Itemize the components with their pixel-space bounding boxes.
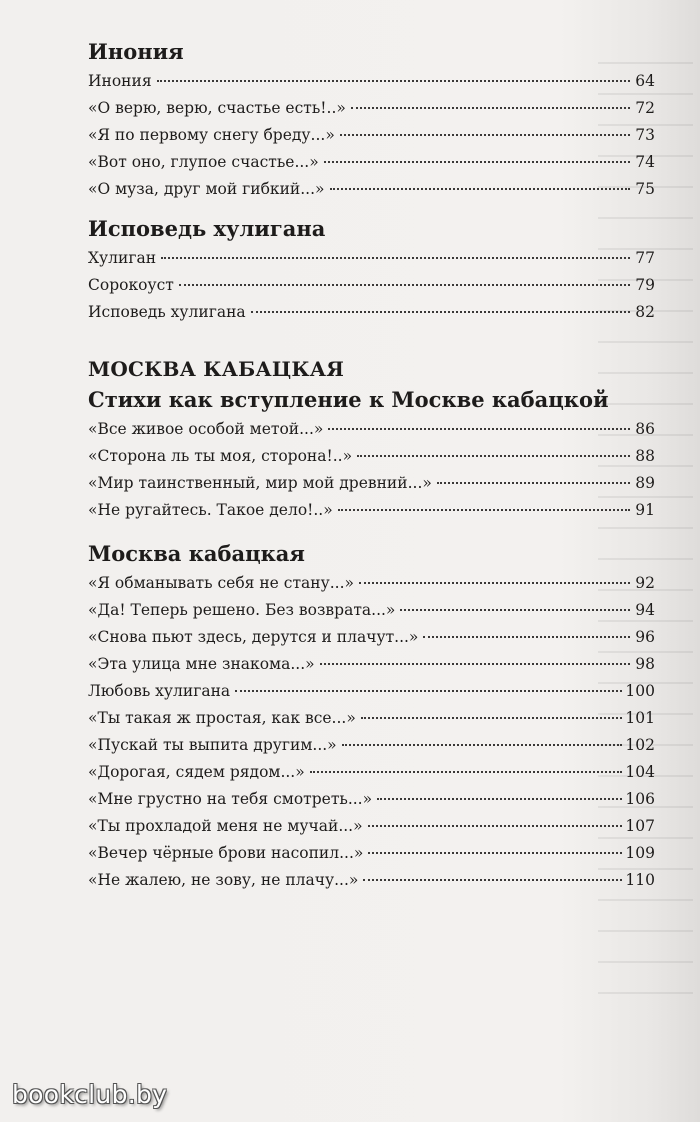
- section-title: Инония: [88, 39, 184, 64]
- section-title: Москва кабацкая: [88, 541, 305, 566]
- entry-title: «Не жалею, не зову, не плачу...»: [88, 871, 359, 889]
- toc-entry: [88, 867, 655, 894]
- entry-title: «Вот оно, глупое счастье...»: [88, 153, 319, 171]
- entry-page: 89: [635, 474, 655, 492]
- table-of-contents: [88, 36, 655, 894]
- section-entries: [88, 416, 655, 524]
- dot-leader: [340, 134, 630, 136]
- dot-leader: [330, 188, 630, 190]
- dot-leader: [361, 717, 623, 719]
- section-entries: [88, 245, 655, 326]
- toc-entry: [88, 299, 655, 326]
- entry-title: «Не ругайтесь. Такое дело!..»: [88, 501, 333, 519]
- toc-entry: [88, 470, 655, 497]
- entry-page: 96: [635, 628, 655, 646]
- entry-title: «Мир таинственный, мир мой древний...»: [88, 474, 432, 492]
- entry-title: Исповедь хулигана: [88, 303, 246, 321]
- entry-page: 109: [625, 844, 655, 862]
- dot-leader: [157, 80, 630, 82]
- dot-leader: [328, 428, 630, 430]
- entry-title: «Пускай ты выпита другим...»: [88, 736, 337, 754]
- entry-page: 79: [635, 276, 655, 294]
- entry-title: Сорокоуст: [88, 276, 174, 294]
- entry-title: «Все живое особой метой...»: [88, 420, 324, 438]
- dot-leader: [437, 482, 630, 484]
- section-title: Исповедь хулигана: [88, 216, 326, 241]
- toc-entry: [88, 570, 655, 597]
- entry-page: 107: [625, 817, 655, 835]
- toc-entry: [88, 732, 655, 759]
- dot-leader: [342, 744, 623, 746]
- toc-entry: [88, 813, 655, 840]
- entry-title: «Снова пьют здесь, дерутся и плачут...»: [88, 628, 419, 646]
- dot-leader: [363, 879, 622, 881]
- dot-leader: [357, 455, 630, 457]
- entry-title: «Вечер чёрные брови насопил...»: [88, 844, 364, 862]
- entry-title: «Ты такая ж простая, как все...»: [88, 709, 356, 727]
- entry-page: 110: [625, 871, 655, 889]
- entry-title: Инония: [88, 72, 152, 90]
- dot-leader: [423, 636, 630, 638]
- dot-leader: [359, 582, 630, 584]
- entry-page: 91: [635, 501, 655, 519]
- toc-entry: [88, 95, 655, 122]
- dot-leader: [251, 311, 630, 313]
- toc-entry: [88, 651, 655, 678]
- entry-title: Любовь хулигана: [88, 682, 231, 700]
- entry-page: 101: [625, 709, 655, 727]
- entry-title: «Да! Теперь решено. Без возврата...»: [88, 601, 396, 619]
- toc-entry: [88, 786, 655, 813]
- dot-leader: [368, 825, 623, 827]
- part-title: МОСКВА КАБАЦКАЯ: [88, 357, 345, 381]
- entry-title: «О муза, друг мой гибкий...»: [88, 180, 325, 198]
- section-title: Стихи как вступление к Москве кабацкой: [88, 387, 609, 412]
- dot-leader: [324, 161, 630, 163]
- entry-page: 64: [635, 72, 655, 90]
- toc-entry: [88, 272, 655, 299]
- entry-page: 102: [625, 736, 655, 754]
- entry-page: 100: [625, 682, 655, 700]
- entry-page: 86: [635, 420, 655, 438]
- toc-entry: [88, 759, 655, 786]
- section-entries: [88, 570, 655, 894]
- toc-entry: [88, 122, 655, 149]
- entry-page: 88: [635, 447, 655, 465]
- toc-entry: [88, 176, 655, 203]
- entry-title: «Сторона ль ты моя, сторона!..»: [88, 447, 353, 465]
- entry-title: «Эта улица мне знакома...»: [88, 655, 315, 673]
- entry-page: 77: [635, 249, 655, 267]
- toc-entry: [88, 705, 655, 732]
- entry-title: «Мне грустно на тебя смотреть...»: [88, 790, 373, 808]
- entry-page: 73: [635, 126, 655, 144]
- entry-page: 82: [635, 303, 655, 321]
- dot-leader: [377, 798, 622, 800]
- dot-leader: [161, 257, 630, 259]
- entry-page: 92: [635, 574, 655, 592]
- toc-entry: [88, 624, 655, 651]
- dot-leader: [320, 663, 630, 665]
- dot-leader: [351, 107, 630, 109]
- entry-page: 106: [625, 790, 655, 808]
- toc-entry: [88, 149, 655, 176]
- entry-title: «Ты прохладой меня не мучай...»: [88, 817, 363, 835]
- entry-title: «Дорогая, сядем рядом...»: [88, 763, 305, 781]
- entry-title: «Я обманывать себя не стану...»: [88, 574, 354, 592]
- entry-page: 72: [635, 99, 655, 117]
- entry-page: 75: [635, 180, 655, 198]
- entry-title: «Я по первому снегу бреду...»: [88, 126, 335, 144]
- toc-entry: [88, 245, 655, 272]
- entry-page: 98: [635, 655, 655, 673]
- toc-entry: [88, 416, 655, 443]
- site-watermark: bookclub.by: [12, 1080, 168, 1109]
- dot-leader: [368, 852, 622, 854]
- toc-entry: [88, 597, 655, 624]
- toc-entry: [88, 497, 655, 524]
- toc-entry: [88, 678, 655, 705]
- dot-leader: [310, 771, 623, 773]
- toc-entry: [88, 443, 655, 470]
- toc-entry: [88, 68, 655, 95]
- section-entries: [88, 68, 655, 203]
- entry-page: 74: [635, 153, 655, 171]
- dot-leader: [179, 284, 630, 286]
- toc-entry: [88, 840, 655, 867]
- dot-leader: [400, 609, 630, 611]
- entry-page: 94: [635, 601, 655, 619]
- entry-page: 104: [625, 763, 655, 781]
- entry-title: «О верю, верю, счастье есть!..»: [88, 99, 346, 117]
- dot-leader: [235, 690, 622, 692]
- entry-title: Хулиган: [88, 249, 157, 267]
- dot-leader: [338, 509, 630, 511]
